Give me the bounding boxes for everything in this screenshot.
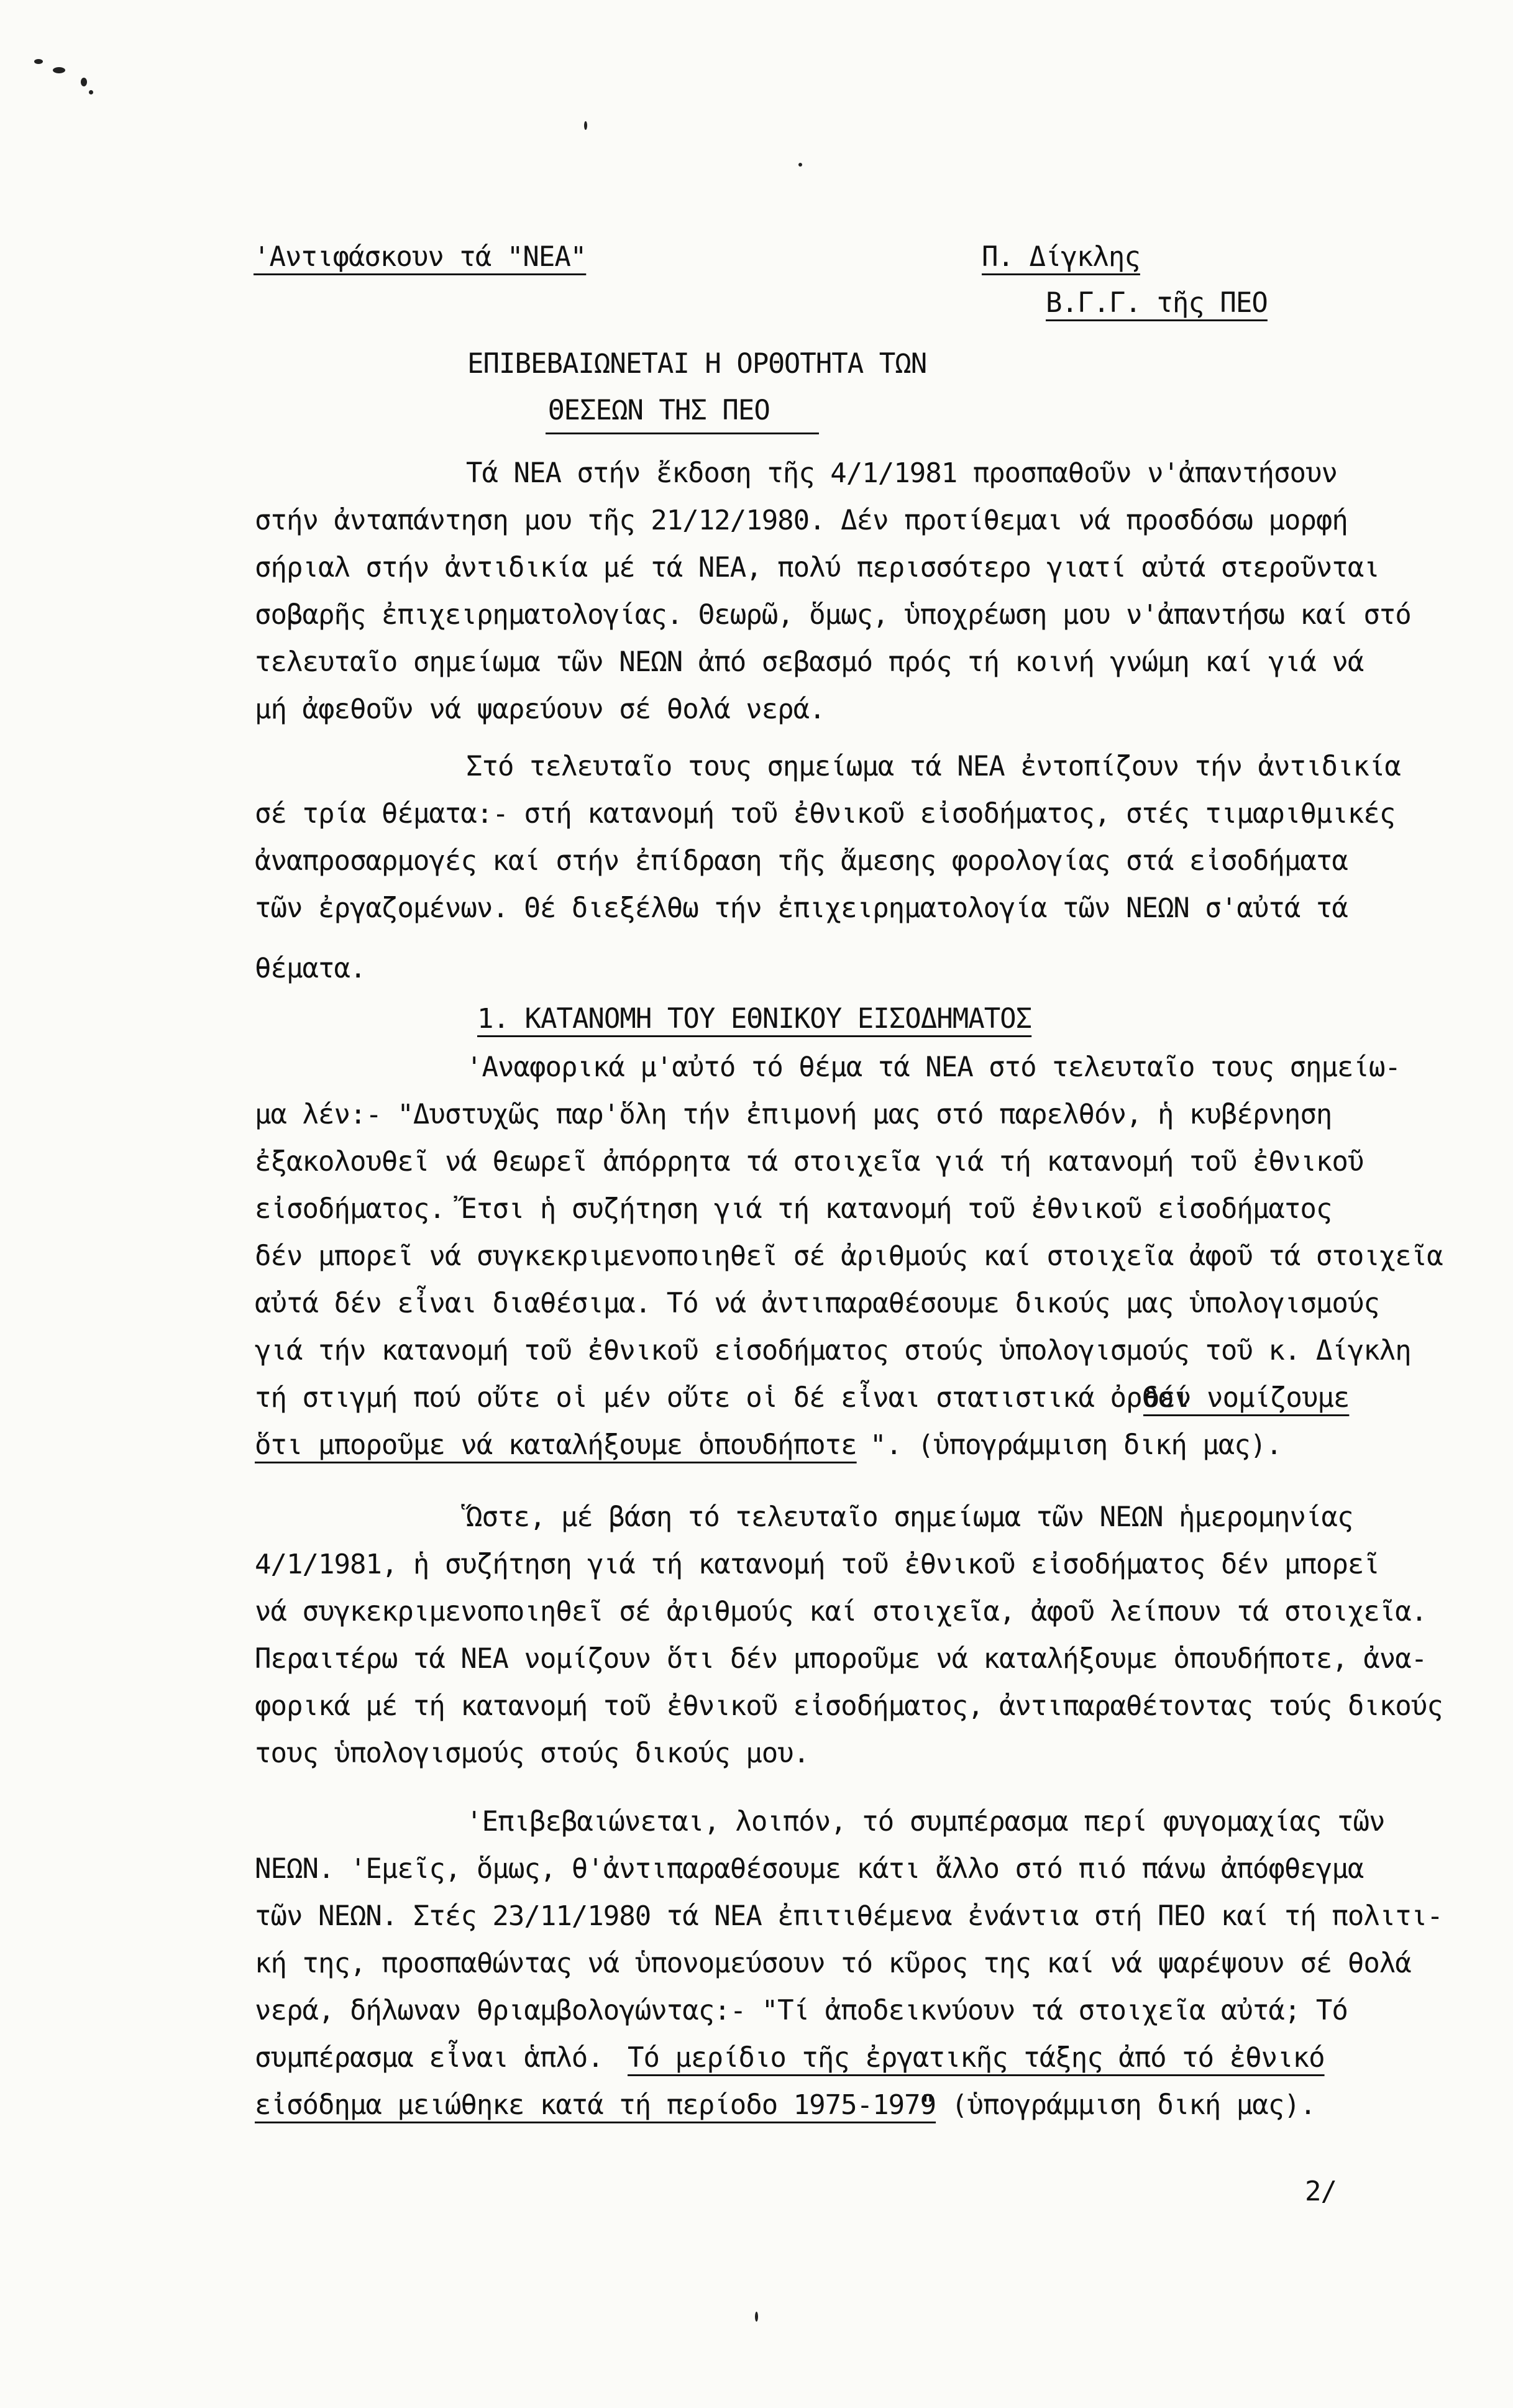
body-line: τελευταῖο σημείωμα τῶν ΝΕΩΝ ἀπό σεβασμό πρός τή κοινή γνώμη καί γιά νά bbox=[255, 646, 1364, 678]
body-line: συμπέρασμα εἶναι ἁπλό. bbox=[255, 2042, 603, 2074]
header-left-title: 'Αντιφάσκουν τά "ΝΕΑ" bbox=[254, 241, 587, 273]
body-line: στήν ἀνταπάντηση μου τῆς 21/12/1980. Δέν προτίθεμαι νά προσδόσω μορφή bbox=[255, 505, 1348, 536]
scan-speck bbox=[34, 59, 43, 64]
section-heading: 1. ΚΑΤΑΝΟΜΗ ΤΟΥ ΕΘΝΙΚΟΥ ΕΙΣΟΔΗΜΑΤΟΣ bbox=[477, 1003, 1032, 1035]
scan-speck bbox=[798, 163, 802, 167]
body-line: μα λέν:- "Δυστυχῶς παρ'ὅλη τήν ἐπιμονή μας στό παρελθόν, ἡ κυβέρνηση bbox=[255, 1099, 1332, 1130]
heading-line-2: ΘΕΣΕΩΝ ΤΗΣ ΠΕΟ bbox=[548, 395, 770, 426]
body-line: εἰσοδήματος. Ἔτσι ἡ συζήτηση γιά τή κατανομή τοῦ ἐθνικοῦ εἰσοδήματος bbox=[255, 1193, 1332, 1225]
body-line: τους ὑπολογισμούς στούς δικούς μου. bbox=[255, 1737, 810, 1769]
scan-speck bbox=[81, 78, 87, 86]
body-line: Ὥστε, μέ βάση τό τελευταῖο σημείωμα τῶν ΝΕΩΝ ἡμερομηνίας bbox=[466, 1501, 1353, 1533]
body-line: φορικά μέ τή κατανομή τοῦ ἐθνικοῦ εἰσοδήματος, ἀντιπαραθέτοντας τούς δικούς bbox=[255, 1690, 1443, 1722]
underlined-quote: δέν νομίζουμε bbox=[1143, 1382, 1350, 1414]
body-line: ". (ὑπογράμμιση δική μας). bbox=[870, 1429, 1282, 1461]
underlined-quote: ὅτι μποροῦμε νά καταλήξουμε ὁπουδήποτε bbox=[255, 1429, 857, 1461]
body-line: 'Αναφορικά μ'αὐτό τό θέμα τά ΝΕΑ στό τελευταῖο τους σημείω- bbox=[466, 1051, 1401, 1083]
body-line: σοβαρῆς ἐπιχειρηματολογίας. Θεωρῶ, ὅμως, ὑποχρέωση μου ν'ἀπαντήσω καί στό bbox=[255, 599, 1411, 631]
body-line: Στό τελευταῖο τους σημείωμα τά ΝΕΑ ἐντοπίζουν τήν ἀντιδικία bbox=[466, 751, 1401, 782]
scan-speck bbox=[584, 121, 587, 130]
body-line: ἐξακολουθεῖ νά θεωρεῖ ἀπόρρητα τά στοιχεῖα γιά τή κατανομή τοῦ ἐθνικοῦ bbox=[255, 1146, 1364, 1178]
underlined-quote: εἰσόδημα μειώθηκε κατά τή περίοδο 1975-1979 bbox=[255, 2089, 936, 2121]
scan-speck bbox=[755, 2312, 758, 2322]
body-line: κή της, προσπαθώντας νά ὑπονομεύσουν τό κῦρος της καί νά ψαρέψουν σέ θολά bbox=[255, 1948, 1411, 1979]
body-line: γιά τήν κατανομή τοῦ ἐθνικοῦ εἰσοδήματος στούς ὑπολογισμούς τοῦ κ. Δίγκλη bbox=[255, 1335, 1411, 1367]
body-line: τή στιγμή πού οὔτε οἱ μέν οὔτε οἱ δέ εἶναι στατιστικά ὀρθοί bbox=[255, 1382, 1189, 1414]
page-number: 2/ bbox=[1305, 2176, 1337, 2207]
body-line: τῶν ἐργαζομένων. Θέ διεξέλθω τήν ἐπιχειρηματολογία τῶν ΝΕΩΝ σ'αὐτά τά bbox=[255, 892, 1348, 924]
body-line: νά συγκεκριμενοποιηθεῖ σέ ἀριθμούς καί στοιχεῖα, ἀφοῦ λείπουν τά στοιχεῖα. bbox=[255, 1596, 1427, 1627]
body-line: θέματα. bbox=[255, 953, 366, 984]
body-line: Περαιτέρω τά ΝΕΑ νομίζουν ὅτι δέν μποροῦμε νά καταλήξουμε ὁπουδήποτε, ἀνα- bbox=[255, 1643, 1427, 1675]
body-line: 'Επιβεβαιώνεται, λοιπόν, τό συμπέρασμα περί φυγομαχίας τῶν bbox=[466, 1806, 1385, 1838]
body-line: 4/1/1981, ἡ συζήτηση γιά τή κατανομή τοῦ ἐθνικοῦ εἰσοδήματος δέν μπορεῖ bbox=[255, 1549, 1379, 1580]
body-line: " (ὑπογράμμιση δική μας). bbox=[920, 2089, 1316, 2121]
author-role: Β.Γ.Γ. τῆς ΠΕΟ bbox=[1046, 287, 1268, 319]
body-line: δέν μπορεῖ νά συγκεκριμενοποιηθεῖ σέ ἀριθμούς καί στοιχεῖα ἀφοῦ τά στοιχεῖα bbox=[255, 1240, 1443, 1272]
body-line: μή ἀφεθοῦν νά ψαρεύουν σέ θολά νερά. bbox=[255, 694, 825, 725]
body-line: σήριαλ στήν ἀντιδικία μέ τά ΝΕΑ, πολύ περισσότερο γιατί αὐτά στεροῦνται bbox=[255, 552, 1379, 584]
author-name: Π. Δίγκλης bbox=[982, 241, 1140, 273]
body-line: σέ τρία θέματα:- στή κατανομή τοῦ ἐθνικοῦ εἰσοδήματος, στές τιμαριθμικές bbox=[255, 798, 1396, 830]
body-line: Τά ΝΕΑ στήν ἔκδοση τῆς 4/1/1981 προσπαθοῦν ν'ἀπαντήσουν bbox=[466, 457, 1337, 489]
heading-line-1: ΕΠΙΒΕΒΑΙΩΝΕΤΑΙ Η ΟΡΘΟΤΗΤΑ ΤΩΝ bbox=[467, 348, 927, 380]
heading-underline bbox=[546, 433, 819, 434]
body-line: αὐτά δέν εἶναι διαθέσιμα. Τό νά ἀντιπαραθέσουμε δικούς μας ὑπολογισμούς bbox=[255, 1288, 1379, 1319]
body-line: νερά, δήλωναν θριαμβολογώντας:- "Τί ἀποδεικνύουν τά στοιχεῖα αὐτά; Τό bbox=[255, 1995, 1348, 2026]
body-line: ἀναπροσαρμογές καί στήν ἐπίδραση τῆς ἄμεσης φορολογίας στά εἰσοδήματα bbox=[255, 845, 1348, 877]
underlined-quote: Τό μερίδιο τῆς ἐργατικῆς τάξης ἀπό τό ἐθνικό bbox=[628, 2042, 1325, 2074]
body-line: τῶν ΝΕΩΝ. Στές 23/11/1980 τά ΝΕΑ ἐπιτιθέμενα ἐνάντια στή ΠΕΟ καί τή πολιτι- bbox=[255, 1900, 1443, 1932]
body-line: ΝΕΩΝ. 'Εμεῖς, ὅμως, θ'ἀντιπαραθέσουμε κάτι ἄλλο στό πιό πάνω ἀπόφθεγμα bbox=[255, 1853, 1364, 1885]
scan-speck bbox=[89, 90, 93, 94]
scan-speck bbox=[53, 67, 65, 73]
